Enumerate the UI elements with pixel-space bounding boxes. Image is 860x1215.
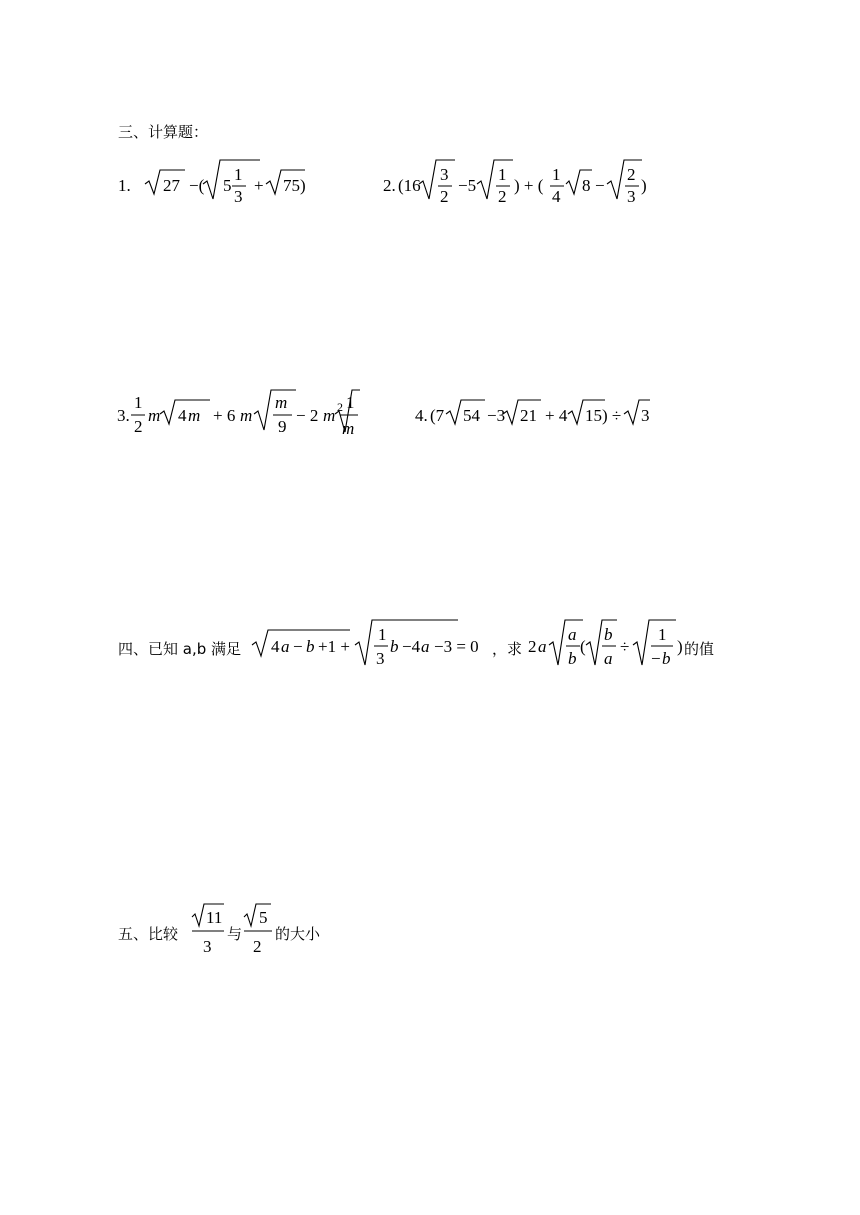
svg-text:): ) (641, 176, 647, 195)
svg-text:b: b (306, 637, 315, 656)
svg-text:+ 6: + 6 (213, 406, 236, 425)
svg-text:m: m (275, 393, 288, 412)
svg-text:1: 1 (658, 625, 667, 644)
svg-text:3: 3 (627, 187, 636, 206)
svg-text:b: b (390, 637, 399, 656)
svg-text:5: 5 (259, 908, 268, 927)
svg-text:2: 2 (627, 165, 636, 184)
svg-text:− 2: − 2 (296, 406, 319, 425)
svg-text:2: 2 (134, 417, 143, 436)
svg-text:b: b (568, 649, 577, 668)
svg-text:−3: −3 (487, 406, 506, 425)
svg-text:1: 1 (346, 393, 355, 412)
problem-3-label: 3. (117, 406, 130, 425)
svg-text:21: 21 (520, 406, 537, 425)
svg-text:3: 3 (203, 937, 212, 956)
svg-text:5: 5 (223, 176, 232, 195)
svg-text:a: a (568, 625, 577, 644)
svg-text:3: 3 (440, 165, 449, 184)
svg-text:m: m (342, 419, 355, 438)
svg-text:−: − (595, 176, 605, 195)
svg-text:2: 2 (337, 400, 343, 414)
section-5-suffix: 的大小 (275, 925, 321, 943)
svg-text:1: 1 (234, 165, 243, 184)
svg-text:(: ( (580, 637, 586, 656)
svg-text:3: 3 (234, 187, 243, 206)
svg-text:−3 = 0: −3 = 0 (434, 637, 479, 656)
svg-text:(16: (16 (398, 176, 421, 195)
svg-text:75): 75) (283, 176, 306, 195)
problem-4-label: 4. (415, 406, 428, 425)
svg-text:4: 4 (271, 637, 280, 656)
svg-text:b: b (662, 649, 671, 668)
svg-text:+1 +: +1 + (318, 637, 350, 656)
problem-2-label: 2. (383, 176, 396, 195)
svg-text:b: b (604, 625, 613, 644)
svg-text:2: 2 (253, 937, 262, 956)
svg-text:11: 11 (206, 908, 223, 927)
svg-text:a: a (538, 637, 547, 656)
svg-text:54: 54 (463, 406, 480, 425)
svg-text:−5: −5 (458, 176, 477, 195)
svg-text:+: + (254, 176, 264, 195)
svg-text:m: m (323, 406, 336, 425)
svg-text:−4: −4 (402, 637, 421, 656)
section-4-prefix: 四、已知 a,b 满足 (118, 640, 242, 658)
svg-text:2: 2 (528, 637, 537, 656)
problem-1-label: 1. (118, 176, 131, 195)
svg-text:1: 1 (134, 393, 143, 412)
svg-text:(7: (7 (430, 406, 445, 425)
svg-text:m: m (148, 406, 161, 425)
svg-text:27: 27 (163, 176, 180, 195)
svg-text:a: a (604, 649, 613, 668)
section-4-suffix: 的值 (684, 640, 715, 658)
svg-text:2: 2 (498, 187, 507, 206)
svg-text:÷: ÷ (620, 637, 630, 656)
section-5-and: 与 (227, 925, 243, 943)
svg-text:): ) (677, 637, 683, 656)
svg-text:−(: −( (189, 176, 205, 195)
svg-text:a: a (421, 637, 430, 656)
svg-text:15) ÷: 15) ÷ (585, 406, 622, 425)
svg-text:m: m (240, 406, 253, 425)
svg-text:) + (: ) + ( (514, 176, 544, 195)
svg-text:a: a (281, 637, 290, 656)
section-3-heading: 三、计算题： (118, 123, 209, 141)
svg-text:3: 3 (376, 649, 385, 668)
svg-text:8: 8 (582, 176, 591, 195)
svg-text:m: m (188, 406, 201, 425)
svg-text:1: 1 (378, 625, 387, 644)
svg-text:+ 4: + 4 (545, 406, 568, 425)
svg-text:3: 3 (641, 406, 650, 425)
svg-text:4: 4 (552, 187, 561, 206)
section-4-middle: ，求 (492, 640, 523, 658)
svg-text:1: 1 (498, 165, 507, 184)
svg-text:−: − (293, 637, 303, 656)
svg-text:9: 9 (278, 417, 287, 436)
svg-text:4: 4 (178, 406, 187, 425)
svg-text:1: 1 (552, 165, 561, 184)
svg-text:−: − (651, 649, 661, 668)
svg-text:2: 2 (440, 187, 449, 206)
section-5-prefix: 五、比较 (118, 925, 179, 943)
